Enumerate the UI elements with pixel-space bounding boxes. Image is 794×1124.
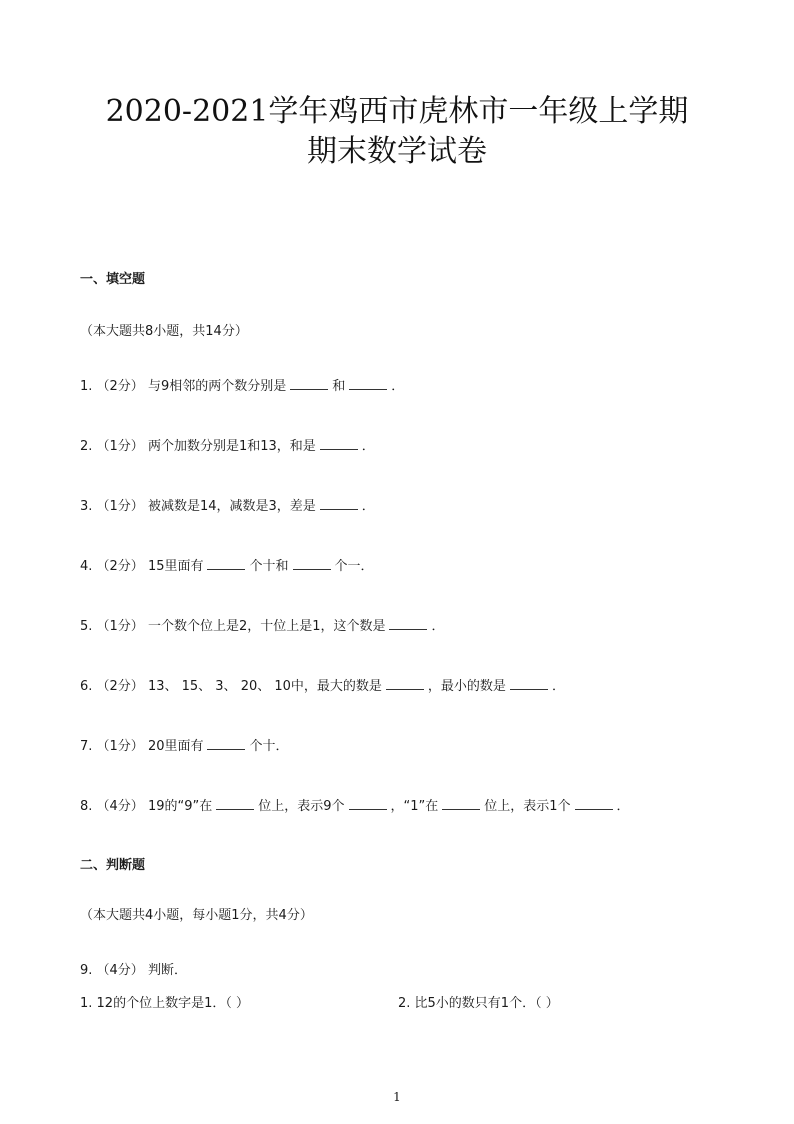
question-3-text: 3. （1分） 被减数是14，减数是3，差是 xyxy=(80,499,316,514)
answer-blank[interactable] xyxy=(442,797,480,810)
exam-title-line-1: 2020-2021学年鸡西市虎林市一年级上学期 xyxy=(105,94,689,129)
question-9: 9. （4分） 判断． xyxy=(80,963,187,978)
question-7-text: 7. （1分） 20里面有 xyxy=(80,739,204,754)
question-5-text: 5. （1分） 一个数个位上是2，十位上是1，这个数是 xyxy=(80,619,386,634)
question-1-text-part: 和 xyxy=(332,379,346,394)
question-7 xyxy=(80,737,289,756)
question-4-text: 4. （2分） 15里面有 xyxy=(80,559,204,574)
question-8-text-part: ． xyxy=(616,799,630,814)
answer-blank[interactable] xyxy=(575,797,613,810)
question-5-text-part: ． xyxy=(431,619,445,634)
answer-blank[interactable] xyxy=(349,797,387,810)
question-4-text-part: 个一． xyxy=(334,559,374,574)
question-1-text-part: ． xyxy=(391,379,405,394)
question-3-text-part: ． xyxy=(361,499,375,514)
question-5 xyxy=(80,617,445,636)
answer-blank[interactable] xyxy=(216,797,254,810)
section-note-true-false: （本大题共4小题，每小题1分，共4分） xyxy=(80,908,313,923)
question-4 xyxy=(80,557,374,576)
question-8-text-part: 位上，表示1个 xyxy=(484,799,571,814)
question-6-text-part: ，最小的数是 xyxy=(427,679,506,694)
section-note-fill-in: （本大题共8小题，共14分） xyxy=(80,324,248,339)
question-8 xyxy=(80,797,630,816)
question-1-text: 1. （2分） 与9相邻的两个数分别是 xyxy=(80,379,287,394)
answer-blank[interactable] xyxy=(320,437,358,450)
answer-blank[interactable] xyxy=(207,737,245,750)
question-2-text: 2. （1分） 两个加数分别是1和13，和是 xyxy=(80,439,316,454)
question-9-item-1: 1. 12的个位上数字是1．（ ） xyxy=(80,996,249,1011)
section-heading-fill-in: 一、填空题 xyxy=(80,272,146,287)
answer-blank[interactable] xyxy=(207,557,245,570)
question-1 xyxy=(80,377,404,396)
question-6 xyxy=(80,677,565,696)
question-8-text: 8. （4分） 19的“9”在 xyxy=(80,799,213,814)
answer-blank[interactable] xyxy=(389,617,427,630)
answer-blank[interactable] xyxy=(290,377,328,390)
question-3 xyxy=(80,497,375,516)
question-8-text-part: 位上，表示9个 xyxy=(258,799,345,814)
page-number: 1 xyxy=(393,1090,401,1104)
answer-blank[interactable] xyxy=(510,677,548,690)
answer-blank[interactable] xyxy=(349,377,387,390)
answer-blank[interactable] xyxy=(293,557,331,570)
question-7-text-part: 个十． xyxy=(249,739,289,754)
question-6-text-part: ． xyxy=(551,679,565,694)
question-4-text-part: 个十和 xyxy=(249,559,289,574)
question-2-text-part: ． xyxy=(361,439,375,454)
question-8-text-part: ，“1”在 xyxy=(390,799,439,814)
exam-title-line-2: 期末数学试卷 xyxy=(307,134,487,169)
question-9-item-2: 2. 比5小的数只有1个．（ ） xyxy=(398,996,559,1011)
question-6-text: 6. （2分） 13、 15、 3、 20、 10中，最大的数是 xyxy=(80,679,382,694)
answer-blank[interactable] xyxy=(386,677,424,690)
answer-blank[interactable] xyxy=(320,497,358,510)
question-2 xyxy=(80,437,375,456)
section-heading-true-false: 二、判断题 xyxy=(80,858,146,873)
